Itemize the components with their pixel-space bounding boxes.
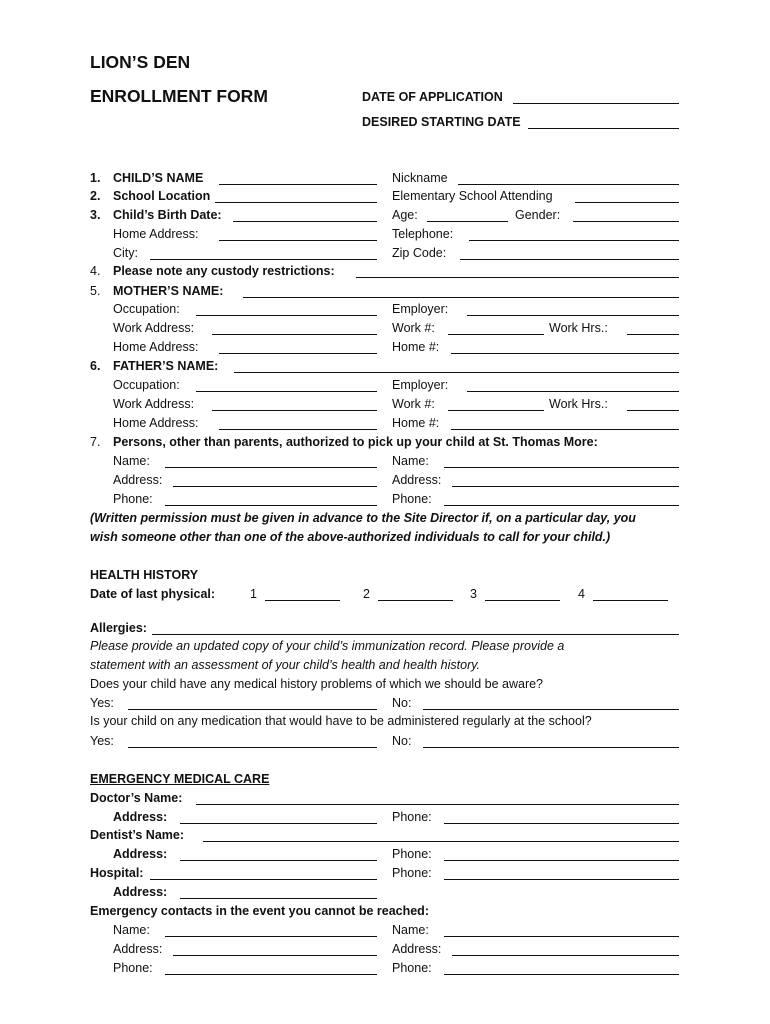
zip-code-label: Zip Code: bbox=[392, 246, 447, 260]
telephone-field[interactable] bbox=[469, 240, 679, 241]
item-number: 2. bbox=[90, 189, 101, 203]
doctor-phone-field[interactable] bbox=[444, 823, 679, 824]
father-home-address-field[interactable] bbox=[219, 429, 377, 430]
date-of-application-label: DATE OF APPLICATION bbox=[362, 90, 503, 104]
emergency-care-heading: EMERGENCY MEDICAL CARE bbox=[90, 772, 270, 786]
contact-address-label: Address: bbox=[392, 942, 442, 956]
contact-name-field-1[interactable] bbox=[165, 936, 377, 937]
dentist-name-field[interactable] bbox=[203, 841, 679, 842]
health-history-heading: HEALTH HISTORY bbox=[90, 568, 199, 582]
authorized-phone-label: Phone: bbox=[113, 492, 153, 506]
father-work-hours-field[interactable] bbox=[627, 410, 679, 411]
desired-starting-date-field[interactable] bbox=[528, 128, 679, 129]
contact-name-label: Name: bbox=[113, 923, 150, 937]
hospital-field[interactable] bbox=[150, 879, 377, 880]
birth-date-field[interactable] bbox=[233, 221, 377, 222]
birth-date-label: Child’s Birth Date: bbox=[113, 208, 222, 222]
school-location-field[interactable] bbox=[215, 202, 377, 203]
father-occupation-field[interactable] bbox=[196, 391, 377, 392]
physical-field-4[interactable] bbox=[593, 600, 668, 601]
physical-field-3[interactable] bbox=[485, 600, 560, 601]
date-of-application-field[interactable] bbox=[513, 103, 679, 104]
telephone-label: Telephone: bbox=[392, 227, 454, 241]
mother-work-number-field[interactable] bbox=[448, 334, 544, 335]
dentist-phone-label: Phone: bbox=[392, 847, 432, 861]
medical-yes-field[interactable] bbox=[128, 709, 377, 710]
written-permission-note-line2: wish someone other than one of the above-authorized individuals to call for your child.) bbox=[90, 530, 611, 544]
father-work-number-label: Work #: bbox=[392, 397, 435, 411]
nickname-label: Nickname bbox=[392, 171, 448, 185]
school-location-label: School Location bbox=[113, 189, 211, 203]
item-number: 6. bbox=[90, 359, 101, 373]
contact-phone-field-2[interactable] bbox=[444, 974, 679, 975]
child-name-field[interactable] bbox=[219, 184, 377, 185]
mother-work-hours-label: Work Hrs.: bbox=[549, 321, 608, 335]
physical-field-1[interactable] bbox=[265, 600, 340, 601]
authorized-phone-field-2[interactable] bbox=[444, 505, 679, 506]
home-address-field[interactable] bbox=[219, 240, 377, 241]
mother-work-address-label: Work Address: bbox=[113, 321, 195, 335]
item-number: 3. bbox=[90, 208, 101, 222]
custody-field[interactable] bbox=[356, 277, 679, 278]
medical-no-field[interactable] bbox=[423, 709, 679, 710]
authorized-address-field-2[interactable] bbox=[452, 486, 679, 487]
elementary-school-label: Elementary School Attending bbox=[392, 189, 553, 203]
medication-no-field[interactable] bbox=[423, 747, 679, 748]
dentist-phone-field[interactable] bbox=[444, 860, 679, 861]
father-work-address-field[interactable] bbox=[212, 410, 377, 411]
mother-work-number-label: Work #: bbox=[392, 321, 435, 335]
mother-home-address-field[interactable] bbox=[219, 353, 377, 354]
nickname-field[interactable] bbox=[458, 184, 679, 185]
mother-name-label: MOTHER’S NAME: bbox=[113, 284, 224, 298]
physical-number: 4 bbox=[578, 587, 585, 601]
physical-number: 2 bbox=[363, 587, 370, 601]
contact-address-field-2[interactable] bbox=[452, 955, 679, 956]
mother-home-address-label: Home Address: bbox=[113, 340, 199, 354]
father-home-number-field[interactable] bbox=[451, 429, 679, 430]
city-field[interactable] bbox=[150, 259, 377, 260]
father-employer-field[interactable] bbox=[467, 391, 679, 392]
elementary-school-field[interactable] bbox=[575, 202, 679, 203]
father-work-address-label: Work Address: bbox=[113, 397, 195, 411]
mother-employer-field[interactable] bbox=[467, 315, 679, 316]
medication-no-label: No: bbox=[392, 734, 412, 748]
mother-occupation-label: Occupation: bbox=[113, 302, 180, 316]
last-physical-label: Date of last physical: bbox=[90, 587, 216, 601]
hospital-label: Hospital: bbox=[90, 866, 144, 880]
authorized-phone-field-1[interactable] bbox=[165, 505, 377, 506]
dentist-address-field[interactable] bbox=[180, 860, 377, 861]
contact-phone-field-1[interactable] bbox=[165, 974, 377, 975]
emergency-contacts-label: Emergency contacts in the event you cannot be reached: bbox=[90, 904, 429, 918]
doctor-address-label: Address: bbox=[113, 810, 168, 824]
allergies-field[interactable] bbox=[152, 634, 679, 635]
contact-phone-label: Phone: bbox=[113, 961, 153, 975]
item-number: 1. bbox=[90, 171, 101, 185]
doctor-phone-label: Phone: bbox=[392, 810, 432, 824]
medication-yes-label: Yes: bbox=[90, 734, 114, 748]
gender-label: Gender: bbox=[515, 208, 561, 222]
authorized-address-label: Address: bbox=[113, 473, 163, 487]
physical-number: 1 bbox=[250, 587, 257, 601]
father-work-number-field[interactable] bbox=[448, 410, 544, 411]
mother-home-number-label: Home #: bbox=[392, 340, 440, 354]
medical-problems-question: Does your child have any medical history problems of which we should be aware? bbox=[90, 677, 544, 691]
father-work-hours-label: Work Hrs.: bbox=[549, 397, 608, 411]
gender-field[interactable] bbox=[573, 221, 679, 222]
medical-no-label: No: bbox=[392, 696, 412, 710]
hospital-phone-field[interactable] bbox=[444, 879, 679, 880]
father-name-field[interactable] bbox=[234, 372, 679, 373]
item-number: 7. bbox=[90, 435, 101, 449]
contact-address-field-1[interactable] bbox=[173, 955, 377, 956]
item-number: 5. bbox=[90, 284, 101, 298]
child-name-label: CHILD’S NAME bbox=[113, 171, 204, 185]
father-home-address-label: Home Address: bbox=[113, 416, 199, 430]
authorized-name-field-1[interactable] bbox=[165, 467, 377, 468]
city-label: City: bbox=[113, 246, 138, 260]
contact-phone-label: Phone: bbox=[392, 961, 432, 975]
authorized-name-label: Name: bbox=[113, 454, 150, 468]
medical-yes-label: Yes: bbox=[90, 696, 114, 710]
father-occupation-label: Occupation: bbox=[113, 378, 180, 392]
contact-name-field-2[interactable] bbox=[444, 936, 679, 937]
immunization-note-line2: statement with an assessment of your child’s health and health history. bbox=[90, 658, 481, 672]
doctor-name-label: Doctor’s Name: bbox=[90, 791, 183, 805]
age-field[interactable] bbox=[427, 221, 508, 222]
father-name-label: FATHER’S NAME: bbox=[113, 359, 219, 373]
authorized-address-field-1[interactable] bbox=[173, 486, 377, 487]
contact-address-label: Address: bbox=[113, 942, 163, 956]
contact-name-label: Name: bbox=[392, 923, 429, 937]
authorized-name-label: Name: bbox=[392, 454, 429, 468]
custody-label: Please note any custody restrictions: bbox=[113, 264, 335, 278]
zip-code-field[interactable] bbox=[460, 259, 679, 260]
medication-yes-field[interactable] bbox=[128, 747, 377, 748]
father-employer-label: Employer: bbox=[392, 378, 449, 392]
mother-work-address-field[interactable] bbox=[212, 334, 377, 335]
physical-field-2[interactable] bbox=[378, 600, 453, 601]
doctor-address-field[interactable] bbox=[180, 823, 377, 824]
written-permission-note-line1: (Written permission must be given in advance to the Site Director if, on a particular day, you bbox=[90, 511, 636, 525]
doctor-name-field[interactable] bbox=[196, 804, 679, 805]
hospital-address-field[interactable] bbox=[180, 898, 377, 899]
age-label: Age: bbox=[392, 208, 418, 222]
hospital-phone-label: Phone: bbox=[392, 866, 432, 880]
medication-question: Is your child on any medication that would have to be administered regularly at the school? bbox=[90, 714, 592, 728]
item-number: 4. bbox=[90, 264, 101, 278]
mother-home-number-field[interactable] bbox=[451, 353, 679, 354]
form-title-line2: ENROLLMENT FORM bbox=[90, 86, 268, 106]
dentist-name-label: Dentist’s Name: bbox=[90, 828, 185, 842]
immunization-note-line1: Please provide an updated copy of your child’s immunization record. Please provide a bbox=[90, 639, 565, 653]
physical-number: 3 bbox=[470, 587, 477, 601]
desired-starting-date-label: DESIRED STARTING DATE bbox=[362, 115, 521, 129]
form-title-line1: LION’S DEN bbox=[90, 52, 191, 72]
father-home-number-label: Home #: bbox=[392, 416, 440, 430]
mother-occupation-field[interactable] bbox=[196, 315, 377, 316]
mother-work-hours-field[interactable] bbox=[627, 334, 679, 335]
authorized-phone-label: Phone: bbox=[392, 492, 432, 506]
hospital-address-label: Address: bbox=[113, 885, 168, 899]
authorized-persons-label: Persons, other than parents, authorized to pick up your child at St. Thomas More: bbox=[113, 435, 598, 449]
dentist-address-label: Address: bbox=[113, 847, 168, 861]
mother-name-field[interactable] bbox=[243, 297, 679, 298]
allergies-label: Allergies: bbox=[90, 621, 147, 635]
authorized-address-label: Address: bbox=[392, 473, 442, 487]
home-address-label: Home Address: bbox=[113, 227, 199, 241]
mother-employer-label: Employer: bbox=[392, 302, 449, 316]
authorized-name-field-2[interactable] bbox=[444, 467, 679, 468]
